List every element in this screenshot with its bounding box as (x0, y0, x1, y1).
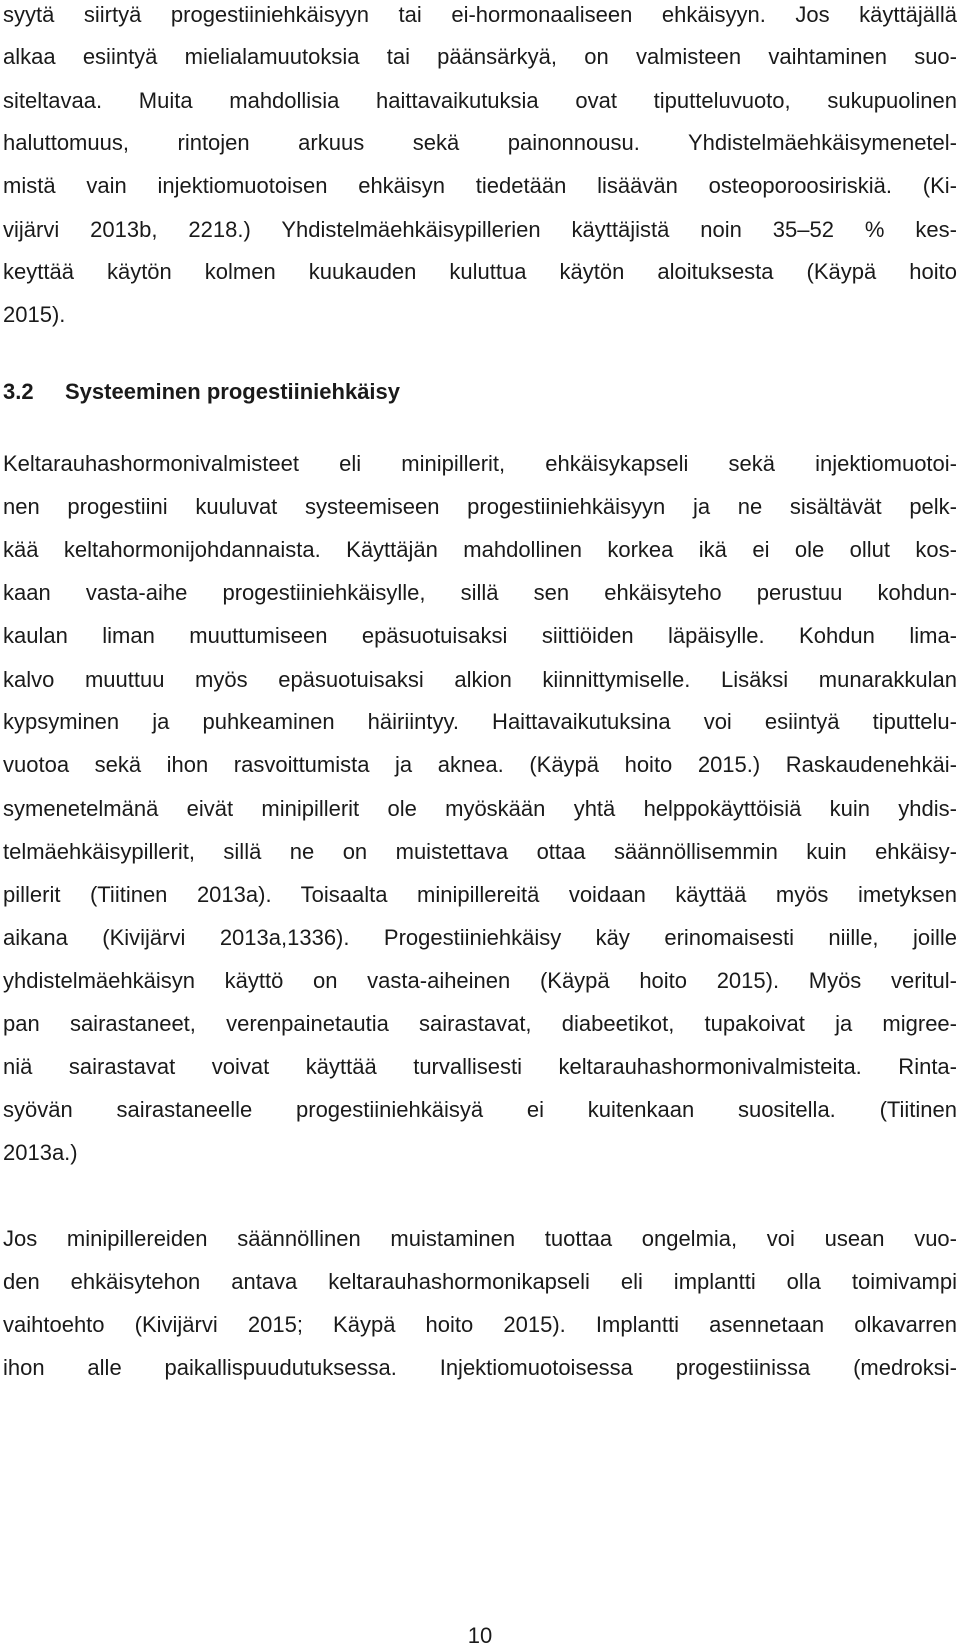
text-line: vaihtoehto (Kivijärvi 2015; Käypä hoito 2015). Implantti asennetaan olkavarren (3, 1312, 957, 1337)
text-line: 2013a.) (3, 1140, 78, 1165)
text-line: mistä vain injektiomuotoisen ehkäisyn tiedetään lisäävän osteoporoosiriskiä. (Ki- (3, 173, 957, 198)
text-line: kalvo muuttuu myös epäsuotuisaksi alkion kiinnittymiselle. Lisäksi munarakkulan (3, 667, 957, 692)
text-line: symenetelmänä eivät minipillerit ole myöskään yhtä helppokäyttöisiä kuin yhdis- (3, 796, 957, 821)
text-line: haluttomuus, rintojen arkuus sekä painonnousu. Yhdistelmäehkäisymenetel- (3, 130, 957, 155)
text-line: keyttää käytön kolmen kuukauden kuluttua käytön aloituksesta (Käypä hoito (3, 259, 957, 284)
text-line: kää keltahormonijohdannaista. Käyttäjän mahdollinen korkea ikä ei ole ollut kos- (3, 537, 957, 562)
text-line: Keltarauhashormonivalmisteet eli minipillerit, ehkäisykapseli sekä injektiomuotoi- (3, 451, 957, 476)
text-line: syytä siirtyä progestiiniehkäisyyn tai ei-hormonaaliseen ehkäisyyn. Jos käyttäjällä (3, 2, 957, 27)
page-number: 10 (467, 1623, 493, 1648)
text-line: aikana (Kivijärvi 2013a,1336). Progestiiniehkäisy käy erinomaisesti niille, joille (3, 925, 957, 950)
text-line: Jos minipillereiden säännöllinen muistaminen tuottaa ongelmia, voi usean vuo- (3, 1226, 957, 1251)
section-heading (3, 377, 400, 407)
text-line: kaulan liman muuttumiseen epäsuotuisaksi siittiöiden läpäisylle. Kohdun lima- (3, 623, 957, 648)
text-line: siteltavaa. Muita mahdollisia haittavaikutuksia ovat tiputteluvuoto, sukupuolinen (3, 88, 957, 113)
section-number: 3.2 (3, 379, 34, 404)
section-title: Systeeminen progestiiniehkäisy (65, 379, 401, 404)
text-line: telmäehkäisypillerit, sillä ne on muistettava ottaa säännöllisemmin kuin ehkäisy- (3, 839, 957, 864)
text-line: vijärvi 2013b, 2218.) Yhdistelmäehkäisypillerien käyttäjistä noin 35–52 % kes- (3, 217, 957, 242)
text-line: kypsyminen ja puhkeaminen häiriintyy. Haittavaikutuksina voi esiintyä tiputtelu- (3, 709, 957, 734)
text-line: pillerit (Tiitinen 2013a). Toisaalta minipillereitä voidaan käyttää myös imetyksen (3, 882, 957, 907)
text-line: ihon alle paikallispuudutuksessa. Injektiomuotoisessa progestiinissa (medroksi- (3, 1355, 957, 1380)
text-line: vuotoa sekä ihon rasvoittumista ja aknea. (Käypä hoito 2015.) Raskaudenehkäi- (3, 752, 957, 777)
text-line: nen progestiini kuuluvat systeemiseen progestiiniehkäisyyn ja ne sisältävät pelk- (3, 494, 957, 519)
text-line: niä sairastavat voivat käyttää turvallisesti keltarauhashormonivalmisteita. Rinta- (3, 1054, 957, 1079)
text-line: kaan vasta-aihe progestiiniehkäisylle, sillä sen ehkäisyteho perustuu kohdun- (3, 580, 957, 605)
text-line: syövän sairastaneelle progestiiniehkäisyä ei kuitenkaan suositella. (Tiitinen (3, 1097, 957, 1122)
text-line: pan sairastaneet, verenpainetautia sairastavat, diabeetikot, tupakoivat ja migree- (3, 1011, 957, 1036)
text-line: den ehkäisytehon antava keltarauhashormonikapseli eli implantti olla toimivampi (3, 1269, 957, 1294)
text-line: yhdistelmäehkäisyn käyttö on vasta-aiheinen (Käypä hoito 2015). Myös veritul- (3, 968, 957, 993)
text-line: 2015). (3, 302, 66, 327)
text-line: alkaa esiintyä mielialamuutoksia tai päänsärkyä, on valmisteen vaihtaminen suo- (3, 44, 957, 69)
